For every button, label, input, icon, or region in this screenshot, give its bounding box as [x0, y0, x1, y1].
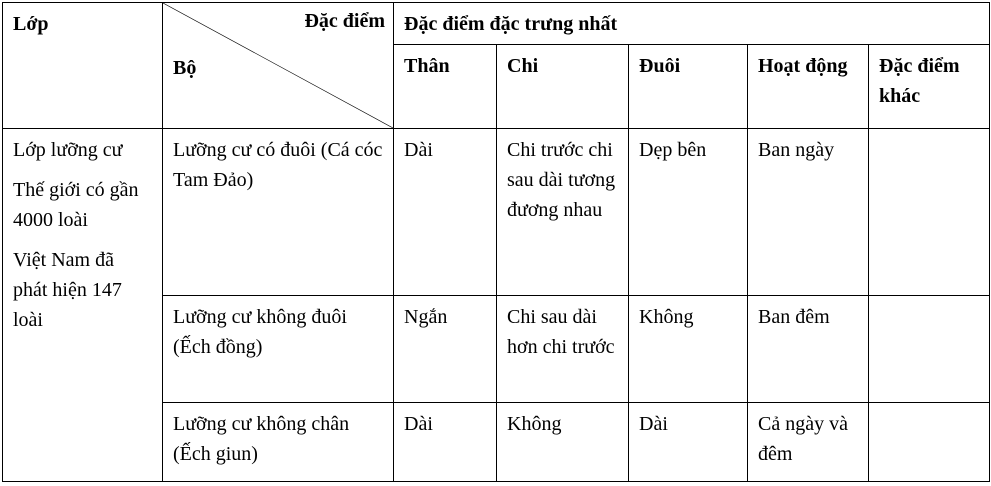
- duoi-cell: Không: [629, 296, 748, 403]
- hoat-dong-cell: Ban ngày: [748, 129, 869, 296]
- than-cell: Dài: [394, 403, 497, 482]
- chi-cell: Không: [497, 403, 629, 482]
- col-header-khac: Đặc điểm khác: [869, 45, 990, 129]
- than-cell: Ngắn: [394, 296, 497, 403]
- lop-world-count: Thế giới có gần 4000 loài: [13, 179, 139, 231]
- amphibian-classification-table: [2, 2, 990, 482]
- header-dac-diem: Đặc điểm: [304, 10, 385, 32]
- bo-cell: Lưỡng cư có đuôi (Cá cóc Tam Đảo): [163, 129, 394, 296]
- chi-cell: Chi trước chi sau dài tương đương nhau: [497, 129, 629, 296]
- col-header-chi: Chi: [497, 45, 629, 129]
- lop-vietnam-count: Việt Nam đã phát hiện 147 loài: [13, 249, 122, 331]
- khac-cell: [869, 296, 990, 403]
- lop-cell: [3, 129, 163, 482]
- header-group: Đặc điểm đặc trưng nhất: [394, 3, 990, 45]
- hoat-dong-cell: Cả ngày và đêm: [748, 403, 869, 482]
- hoat-dong-cell: Ban đêm: [748, 296, 869, 403]
- header-lop: Lớp: [3, 3, 163, 129]
- bo-cell: Lưỡng cư không đuôi (Ếch đồng): [163, 296, 394, 403]
- khac-cell: [869, 129, 990, 296]
- header-diagonal-cell: [163, 3, 394, 129]
- col-header-hoat-dong: Hoạt động: [748, 45, 869, 129]
- table-row: [3, 129, 990, 296]
- col-header-than: Thân: [394, 45, 497, 129]
- than-cell: Dài: [394, 129, 497, 296]
- chi-cell: Chi sau dài hơn chi trước: [497, 296, 629, 403]
- col-header-duoi: Đuôi: [629, 45, 748, 129]
- duoi-cell: Dẹp bên: [629, 129, 748, 296]
- header-bo: Bộ: [173, 57, 197, 79]
- khac-cell: [869, 403, 990, 482]
- duoi-cell: Dài: [629, 403, 748, 482]
- bo-cell: Lưỡng cư không chân (Ếch giun): [163, 403, 394, 482]
- lop-name: Lớp lưỡng cư: [13, 139, 123, 161]
